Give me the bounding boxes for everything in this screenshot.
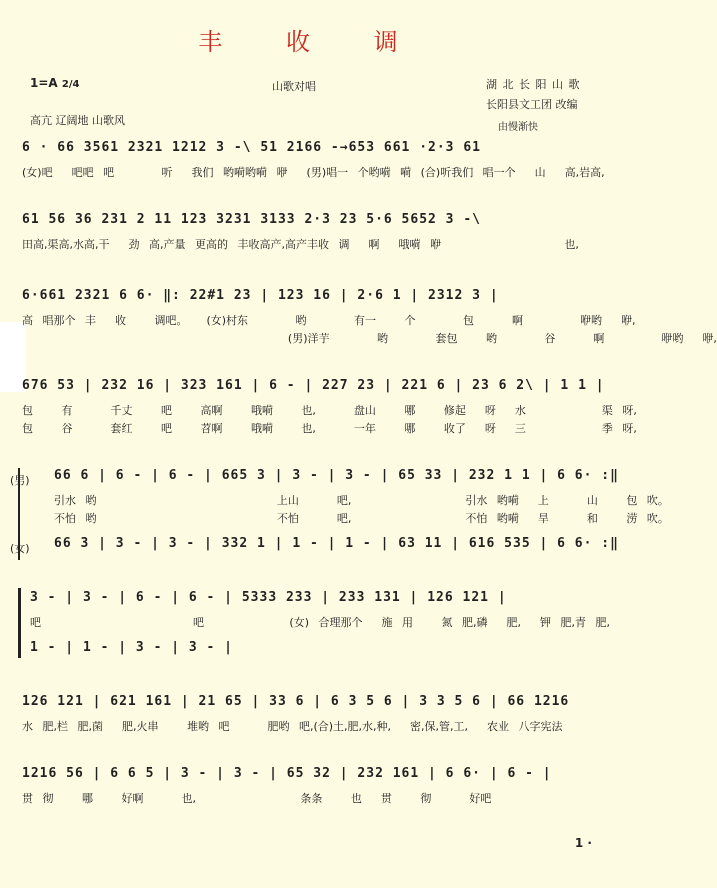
lyrics-line-8: 贯 彻 哪 好啊 也, 条条 也 贯 彻 好吧 [22, 792, 492, 805]
lyrics-line-3a: 高 唱那个 丰 收 调吧。 (女)村东 哟 有一 个 包 啊 咿哟 咿, [22, 314, 636, 327]
song-title: 丰 收 调 [198, 28, 426, 56]
genre-label: 山歌对唱 [272, 80, 316, 93]
lyrics-line-5a: 引水 哟 上山 吧, 引水 哟嗬 上 山 包 吹。 [54, 494, 669, 507]
origin-line-1: 湖 北 长 阳 山 歌 [486, 78, 581, 91]
lyrics-line-1: (女)吧 吧吧 吧 听 我们 哟嗬哟嗬 咿 (男)唱一 个哟嗬 嗬 (合)听我们 唱一个 山 高,岩高, [22, 166, 605, 179]
origin-line-2: 长阳县文工团 改编 [486, 98, 578, 111]
lyrics-line-2: 田高,渠高,水高,干 劲 高,产量 更高的 丰收高产,高产丰收 调 啊 哦嗬 咿 也, [22, 238, 579, 251]
lyrics-line-4a: 包 有 千丈 吧 高啊 哦嗬 也, 盘山 哪 修起 呀 水 渠 呀, [22, 404, 637, 417]
lyrics-line-7: 水 肥,栏 肥,菌 肥,火串 堆哟 吧 肥哟 吧,(合)土,肥,水,种, 密,保,管,工, 农业 八字宪法 [22, 720, 563, 733]
page-number: 1 · [574, 836, 592, 850]
part-label-female: (女) [10, 542, 30, 555]
notation-line-8: 1216 56 | 6 6 5 | 3 - | 3 - | 65 32 | 232 161 | 6 6· | 6 - | [22, 766, 552, 781]
lyrics-line-3b: (男)洋芋 哟 套包 哟 谷 啊 咿哟 咿, [22, 332, 717, 345]
tempo-marking: 由慢渐快 [498, 122, 538, 133]
lyrics-line-5b: 不怕 哟 不怕 吧, 不怕 哟嗬 旱 和 涝 吹。 [54, 512, 669, 525]
notation-line-2: 61 56 36 231 2 11 123 3231 3133 2·3 23 5·6 5652 3 -\ [22, 212, 481, 227]
notation-line-5-female: 66 3 | 3 - | 3 - | 332 1 | 1 - | 1 - | 63 11 | 616 535 | 6 6· :‖ [54, 536, 619, 551]
notation-line-5-male: 66 6 | 6 - | 6 - | 665 3 | 3 - | 3 - | 65 33 | 232 1 1 | 6 6· :‖ [54, 468, 619, 483]
notation-line-7: 126 121 | 621 161 | 21 65 | 33 6 | 6 3 5 6 | 3 3 5 6 | 66 1216 [22, 694, 570, 709]
key-signature [30, 76, 79, 90]
notation-line-1: 6 · 66 3561 2321 1212 3 -\ 51 2166 -→653 661 ·2·3 61 [22, 140, 481, 155]
lyrics-line-6: 吧 吧 (女) 合理那个 施 用 氮 肥,磷 肥, 钾 肥,青 肥, [30, 616, 610, 629]
time-signature: 2/4 [61, 79, 80, 90]
system-6-brace [18, 588, 27, 658]
notation-line-4: 676 53 | 232 16 | 323 161 | 6 - | 227 23 | 221 6 | 23 6 2\ | 1 1 | [22, 378, 605, 393]
lyrics-line-4b: 包 谷 套红 吧 苕啊 哦嗬 也, 一年 哪 收了 呀 三 季 呀, [22, 422, 637, 435]
notation-line-6-lower: 1 - | 1 - | 3 - | 3 - | [30, 640, 234, 655]
notation-line-3: 6·661 2321 6 6· ‖: 22#1 23 | 123 16 | 2·6 1 | 2312 3 | [22, 288, 499, 303]
part-label-male: (男) [10, 474, 30, 487]
notation-line-6-upper: 3 - | 3 - | 6 - | 6 - | 5333 233 | 233 131 | 126 121 | [30, 590, 507, 605]
style-marking: 高亢 辽阔地 山歌风 [30, 114, 125, 127]
key-label: 1=A [30, 76, 58, 90]
